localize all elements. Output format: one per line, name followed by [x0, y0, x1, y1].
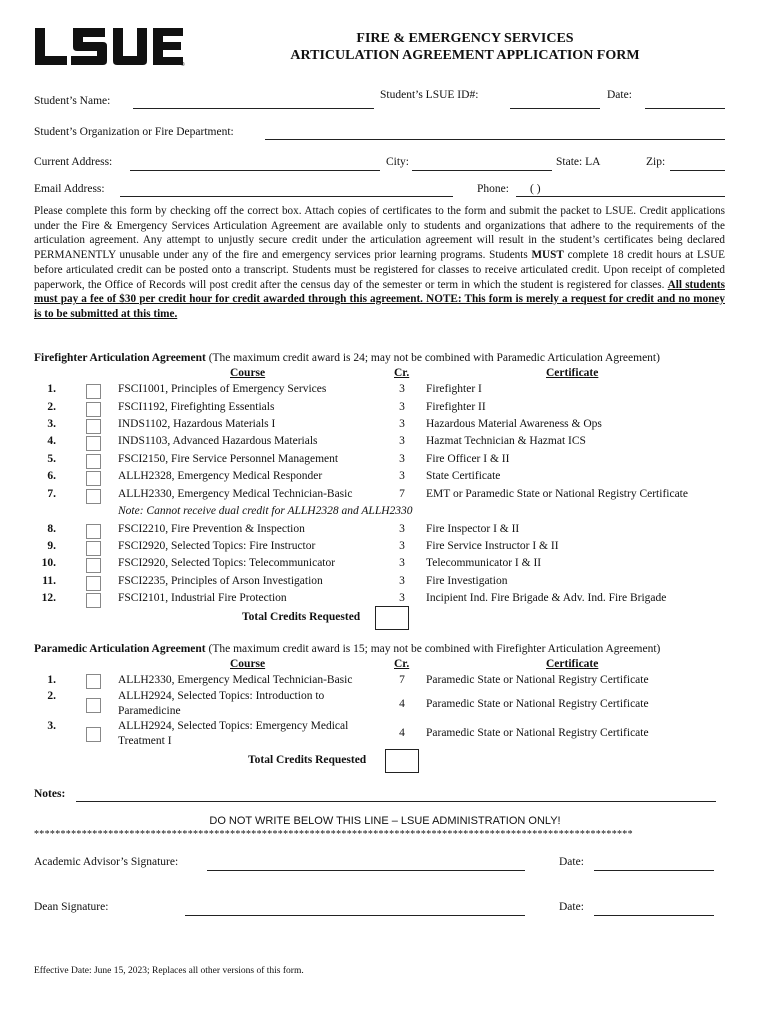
ff-row-checkbox[interactable]: [86, 489, 101, 504]
ff-col-credits: Cr.: [394, 367, 410, 379]
student-id-field[interactable]: [510, 108, 600, 109]
ff-row-checkbox[interactable]: [86, 558, 101, 573]
ff-total-credits-box[interactable]: [375, 606, 409, 630]
ff-row-checkbox[interactable]: [86, 541, 101, 556]
admin-only-heading: DO NOT WRITE BELOW THIS LINE – LSUE ADMINISTRATION ONLY!: [209, 815, 561, 827]
ff-row-certificate: State Certificate: [426, 470, 501, 482]
student-id-label: Student’s LSUE ID#:: [380, 89, 479, 101]
divider-stars: *****************************************************************************************************************: [34, 829, 633, 840]
pm-total-label: Total Credits Requested: [248, 754, 367, 766]
ff-col-certificate: Certificate: [546, 367, 599, 379]
ff-row-num: 7.: [47, 488, 56, 500]
ff-row-num: 5.: [47, 453, 56, 465]
pm-row-course: ALLH2330, Emergency Medical Technician-Basic: [118, 674, 353, 686]
ff-row-num: 1.: [47, 383, 56, 395]
form-title-line1: FIRE & EMERGENCY SERVICES: [356, 31, 574, 46]
form-title-line2: ARTICULATION AGREEMENT APPLICATION FORM: [290, 48, 640, 63]
dean-date-label: Date:: [559, 901, 584, 913]
ff-row-checkbox[interactable]: [86, 402, 101, 417]
ff-row-certificate: Hazmat Technician & Hazmat ICS: [426, 435, 586, 447]
organization-label: Student’s Organization or Fire Department:: [34, 126, 234, 138]
ff-row-course: FSCI2150, Fire Service Personnel Management: [118, 453, 339, 465]
firefighter-heading: Firefighter Articulation Agreement (The maximum credit award is 24; may not be combined with Paramedic Articulation Agreement): [34, 352, 660, 364]
instructions-paragraph: Please complete this form by checking off the correct box. Attach copies of certificates to the form and submit the packet to LSUE. Credit applications under the Fire & Emergency Services Articulation Agreement are available only to students and organizations that adhere to the requirements of the articulation agreement. Any attempt to unjustly secure credit under the articulation agreement will result in the student’s certificates being declared PERMANENTLY unusable under any of the fire and emergency services prior learning programs. Students MUST complete 18 credit hours at LSUE before articulated credit can be posted onto a transcript. Students must be registered for classes to receive articulated credit. Upon receipt of completed paperwork, the Office of Records will post credit after the census day of the semester or term in which the student is registered for classes. All students must pay a fee of $30 per credit hour for credit awarded through this agreement. NOTE: This form is merely a request for credit and no money is to be submitted at this time.: [34, 205, 725, 320]
pm-row-credits: 4: [399, 727, 405, 739]
pm-col-course: Course: [230, 658, 266, 670]
organization-field[interactable]: [265, 139, 725, 140]
advisor-date-field[interactable]: [594, 870, 714, 871]
ff-total-label: Total Credits Requested: [242, 611, 361, 623]
pm-row-course-line2: Treatment I: [118, 735, 172, 747]
ff-row-num: 9.: [47, 540, 56, 552]
ff-row-certificate: Hazardous Material Awareness & Ops: [426, 418, 602, 430]
ff-row-num: 8.: [47, 523, 56, 535]
pm-row-certificate: Paramedic State or National Registry Certificate: [426, 727, 649, 739]
ff-row-checkbox[interactable]: [86, 384, 101, 399]
date-field[interactable]: [645, 108, 725, 109]
ff-row-num: 6.: [47, 470, 56, 482]
svg-text:®: ®: [181, 62, 185, 68]
phone-label: Phone:: [477, 183, 509, 195]
ff-row-credits: 3: [399, 557, 405, 569]
fee-note: All students must pay a fee of $30 per credit hour for credit awarded through this agreement. NOTE: This form is merely a request for credit and no money is to be submitted at this time.: [34, 278, 725, 320]
ff-row-course: INDS1102, Hazardous Materials I: [118, 418, 276, 430]
ff-row-credits: 3: [399, 383, 405, 395]
advisor-date-label: Date:: [559, 856, 584, 868]
ff-row-num: 10.: [41, 557, 56, 569]
state-label: State: LA: [556, 156, 601, 168]
pm-total-credits-box[interactable]: [385, 749, 419, 773]
date-label: Date:: [607, 89, 632, 101]
ff-row-certificate: Fire Service Instructor I & II: [426, 540, 559, 552]
ff-row-num: 3.: [47, 418, 56, 430]
city-field[interactable]: [412, 170, 552, 171]
pm-row-checkbox[interactable]: [86, 727, 101, 742]
pm-col-certificate: Certificate: [546, 658, 599, 670]
address-field[interactable]: [130, 170, 380, 171]
ff-row-certificate: Firefighter II: [426, 401, 486, 413]
ff-row-course: ALLH2330, Emergency Medical Technician-Basic: [118, 488, 353, 500]
ff-row-certificate: Firefighter I: [426, 383, 482, 395]
effective-date-footer: Effective Date: June 15, 2023; Replaces all other versions of this form.: [34, 966, 304, 976]
ff-row-credits: 7: [399, 488, 405, 500]
ff-row-certificate: Incipient Ind. Fire Brigade & Adv. Ind. Fire Brigade: [426, 592, 667, 604]
ff-row-course: FSCI2210, Fire Prevention & Inspection: [118, 523, 305, 535]
ff-row-certificate: Telecommunicator I & II: [426, 557, 542, 569]
ff-row-credits: 3: [399, 418, 405, 430]
pm-row-num: 3.: [47, 720, 56, 732]
ff-row-credits: 3: [399, 592, 405, 604]
ff-row-course: FSCI2920, Selected Topics: Telecommunicator: [118, 557, 336, 569]
ff-row-course: ALLH2328, Emergency Medical Responder: [118, 470, 323, 482]
zip-label: Zip:: [646, 156, 666, 168]
ff-row-num: 4.: [47, 435, 56, 447]
ff-row-course: INDS1103, Advanced Hazardous Materials: [118, 435, 318, 447]
ff-row-course: FSCI2920, Selected Topics: Fire Instructor: [118, 540, 316, 552]
email-label: Email Address:: [34, 183, 105, 195]
ff-dual-credit-note: Note: Cannot receive dual credit for ALLH2328 and ALLH2330: [118, 505, 413, 517]
phone-field[interactable]: [516, 196, 725, 197]
dean-date-field[interactable]: [594, 915, 714, 916]
ff-col-course: Course: [230, 367, 266, 379]
student-name-field[interactable]: [133, 108, 374, 109]
pm-row-course-line2: Paramedicine: [118, 705, 181, 717]
ff-row-num: 11.: [42, 575, 56, 587]
ff-row-course: FSCI1192, Firefighting Essentials: [118, 401, 275, 413]
ff-row-num: 12.: [41, 592, 56, 604]
dean-signature-field[interactable]: [185, 915, 525, 916]
pm-row-num: 1.: [47, 674, 56, 686]
ff-row-credits: 3: [399, 401, 405, 413]
ff-row-checkbox[interactable]: [86, 419, 101, 434]
pm-row-checkbox[interactable]: [86, 674, 101, 689]
pm-row-certificate: Paramedic State or National Registry Certificate: [426, 674, 649, 686]
ff-row-credits: 3: [399, 575, 405, 587]
zip-field[interactable]: [670, 170, 725, 171]
pm-row-num: 2.: [47, 690, 56, 702]
notes-label: Notes:: [34, 788, 66, 800]
ff-row-certificate: Fire Investigation: [426, 575, 508, 587]
notes-field[interactable]: [76, 801, 716, 802]
address-label: Current Address:: [34, 156, 113, 168]
ff-row-checkbox[interactable]: [86, 454, 101, 469]
ff-row-certificate: EMT or Paramedic State or National Registry Certificate: [426, 488, 688, 500]
must-emphasis: MUST: [531, 249, 564, 262]
ff-row-certificate: Fire Officer I & II: [426, 453, 510, 465]
pm-col-credits: Cr.: [394, 658, 410, 670]
pm-row-course-line1: ALLH2924, Selected Topics: Emergency Medical: [118, 720, 349, 732]
ff-row-course: FSCI2235, Principles of Arson Investigation: [118, 575, 323, 587]
ff-row-checkbox[interactable]: [86, 471, 101, 486]
phone-parens: ( ): [530, 183, 541, 195]
pm-row-credits: 4: [399, 698, 405, 710]
ff-row-credits: 3: [399, 453, 405, 465]
ff-row-certificate: Fire Inspector I & II: [426, 523, 520, 535]
ff-row-credits: 3: [399, 435, 405, 447]
ff-row-checkbox[interactable]: [86, 593, 101, 608]
city-label: City:: [386, 156, 410, 168]
email-field[interactable]: [120, 196, 453, 197]
ff-row-checkbox[interactable]: [86, 576, 101, 591]
paramedic-heading: Paramedic Articulation Agreement (The maximum credit award is 15; may not be combined with Firefighter Articulation Agreement): [34, 643, 661, 655]
ff-row-checkbox[interactable]: [86, 524, 101, 539]
ff-row-checkbox[interactable]: [86, 436, 101, 451]
ff-row-credits: 3: [399, 470, 405, 482]
ff-row-credits: 3: [399, 523, 405, 535]
pm-row-certificate: Paramedic State or National Registry Certificate: [426, 698, 649, 710]
advisor-signature-field[interactable]: [207, 870, 525, 871]
pm-row-course-line1: ALLH2924, Selected Topics: Introduction to: [118, 690, 325, 702]
ff-row-credits: 3: [399, 540, 405, 552]
student-name-label: Student’s Name:: [34, 95, 111, 107]
lsue-logo: [33, 26, 188, 68]
ff-row-course: FSCI2101, Industrial Fire Protection: [118, 592, 287, 604]
pm-row-credits: 7: [399, 674, 405, 686]
pm-row-checkbox[interactable]: [86, 698, 101, 713]
ff-row-course: FSCI1001, Principles of Emergency Services: [118, 383, 327, 395]
dean-signature-label: Dean Signature:: [34, 901, 109, 913]
ff-row-num: 2.: [47, 401, 56, 413]
advisor-signature-label: Academic Advisor’s Signature:: [34, 856, 179, 868]
